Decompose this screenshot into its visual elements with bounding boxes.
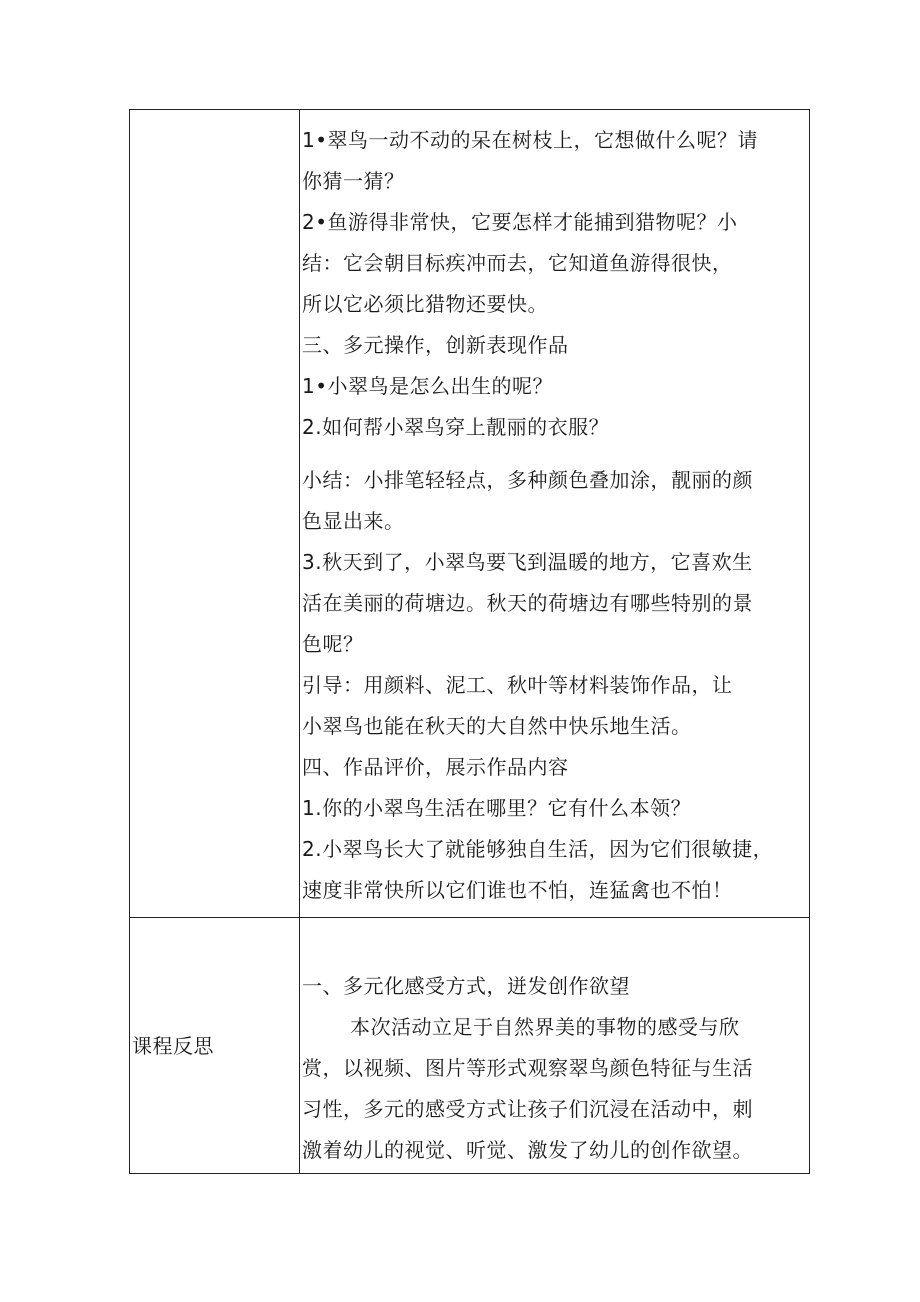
text-line: 小翠鸟也能在秋天的大自然中快乐地生活。 [302,714,692,738]
course-reflection-cell [300,918,810,1174]
text-line: 1•翠鸟一动不动的呆在树枝上，它想做什么呢？请 [302,128,759,152]
row-label-cell [130,918,300,1174]
table-row-process [130,110,810,918]
lesson-plan-table [129,109,810,1174]
table-row-reflection [130,918,810,1174]
text-line: 色显出来。 [302,509,405,533]
text-line: 本次活动立足于自然界美的事物的感受与欣 [350,1015,740,1039]
row-label-cell [130,110,300,918]
row-label: 课程反思 [132,1033,214,1058]
text-line: 所以它必须比猎物还要快。 [302,292,548,316]
text-line: 习性，多元的感受方式让孩子们沉浸在活动中，刺 [302,1097,753,1121]
text-line: 色呢？ [302,632,364,656]
text-line: 赏，以视频、图片等形式观察翠鸟颜色特征与生活 [302,1056,753,1080]
activity-process-cell [300,110,810,918]
text-line: 2.如何帮小翠鸟穿上靓丽的衣服？ [302,415,610,439]
section-heading: 一、多元化感受方式，迸发创作欲望 [302,974,630,998]
text-line: 激着幼儿的视觉、听觉、激发了幼儿的创作欲望。 [302,1138,753,1162]
section-heading: 三、多元操作，创新表现作品 [302,333,569,357]
text-line: 2.小翠鸟长大了就能够独自生活，因为它们很敏捷， [302,837,774,861]
text-line: 引导：用颜料、泥工、秋叶等材料装饰作品，让 [302,673,733,697]
text-line: 活在美丽的荷塘边。秋天的荷塘边有哪些特别的景 [302,591,753,615]
text-line: 1.你的小翠鸟生活在哪里？它有什么本领？ [302,796,692,820]
text-line: 结：它会朝目标疾冲而去，它知道鱼游得很快， [302,251,733,275]
text-line: 3.秋天到了，小翠鸟要飞到温暖的地方，它喜欢生 [302,550,753,574]
text-line: 速度非常快所以它们谁也不怕，连猛禽也不怕！ [302,878,733,902]
text-line: 2•鱼游得非常快，它要怎样才能捕到猎物呢？小 [302,210,738,234]
text-line: 你猜一猜？ [302,169,405,193]
text-line: 小结：小排笔轻轻点，多种颜色叠加涂，靓丽的颜 [302,468,753,492]
section-heading: 四、作品评价，展示作品内容 [302,755,569,779]
text-line: 1•小翠鸟是怎么出生的呢？ [302,374,554,398]
